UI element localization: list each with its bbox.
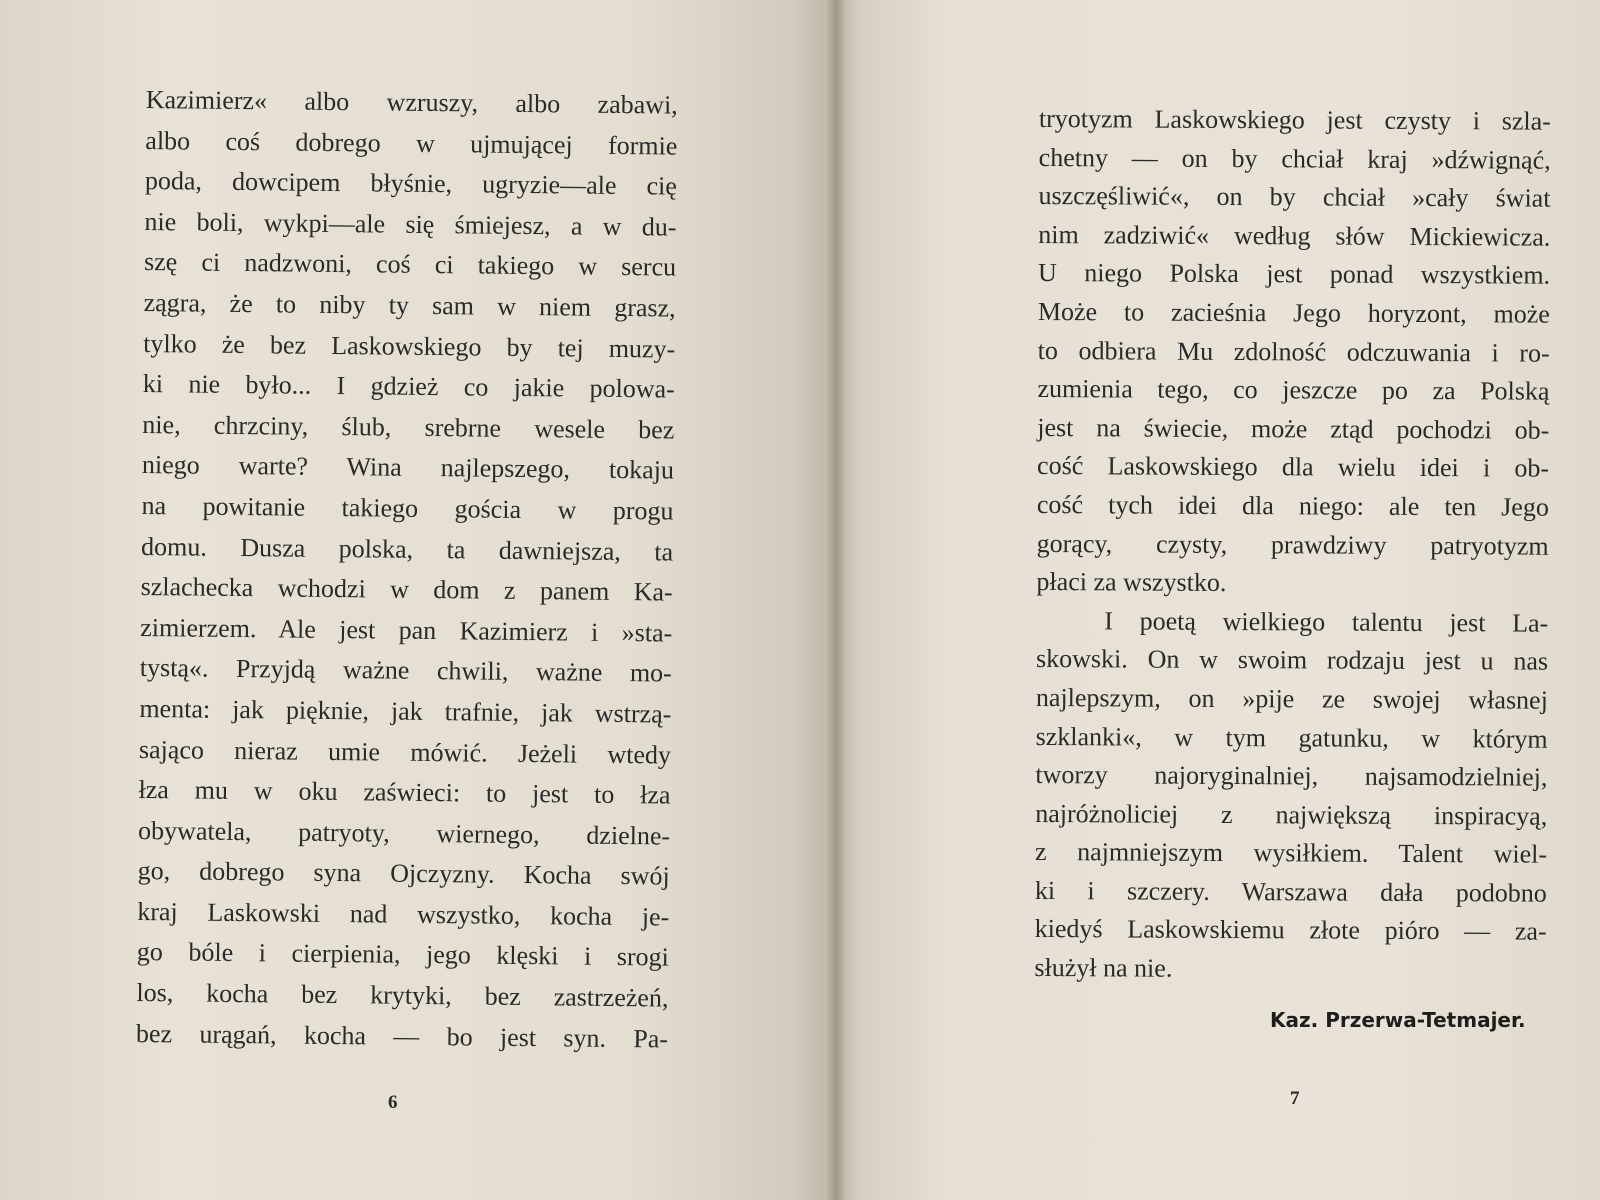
text-line: los, kocha bez krytyki, bez zastrzeżeń, xyxy=(136,978,669,1013)
page-number-right: 7 xyxy=(1290,1088,1300,1109)
text-line: bez urągań, kocha — bo jest syn. Pa- xyxy=(135,1018,669,1054)
text-line: to odbiera Mu zdolność odczuwania i ro- xyxy=(1037,335,1550,368)
text-line: poda, dowcipem błyśnie, ugryzie—ale cię xyxy=(144,166,678,201)
text-line: najróżnoliciej z największą inspiracyą, xyxy=(1035,798,1548,831)
author-signature: Kaz. Przerwa-Tetmajer. xyxy=(1270,1008,1526,1032)
text-line: menta: jak pięknie, jak trafnie, jak wstrzą- xyxy=(139,693,672,729)
text-line: go, dobrego syna Ojczyzny. Kocha swój xyxy=(137,856,670,891)
right-page-text xyxy=(1034,100,1551,990)
text-line: go bóle i cierpienia, jego klęski i srogi xyxy=(136,937,669,972)
text-line: U niego Polska jest ponad wszystkiem. xyxy=(1038,258,1551,291)
text-line: łza mu w oku zaświeci: to jest to łza xyxy=(138,775,671,810)
text-line: szklanki«, w tym gatunku, w którym xyxy=(1035,721,1548,754)
text-line: kraj Laskowski nad wszystko, kocha je- xyxy=(137,896,670,932)
text-line: nie boli, wykpi—ale się śmiejesz, a w du- xyxy=(144,206,677,242)
text-line: tryotyzm Laskowskiego jest czysty i szla- xyxy=(1038,103,1551,136)
text-line: I poetą wielkiego talentu jest La- xyxy=(1104,606,1549,638)
text-line: cość tych idei dla niego: ale ten Jego xyxy=(1036,489,1549,522)
text-line: tylko że bez Laskowskiego by tej muzy- xyxy=(143,328,676,364)
left-page-text xyxy=(136,80,678,1060)
text-line: płaci za wszystko. xyxy=(1036,567,1227,598)
text-line: sająco nieraz umie mówić. Jeżeli wtedy xyxy=(138,734,672,770)
text-line: skowski. On w swoim rodzaju jest u nas xyxy=(1035,644,1549,676)
text-line: niego warte? Wina najlepszego, tokaju xyxy=(141,450,675,485)
text-line: jest na świecie, może ztąd pochodzi ob- xyxy=(1037,412,1550,445)
text-line: kiedyś Laskowskiemu złote pióro — za- xyxy=(1034,914,1547,947)
text-line: albo coś dobrego w ujmującej formie xyxy=(145,125,678,161)
text-line: cość Laskowskiego dla wielu idei i ob- xyxy=(1037,451,1550,484)
text-line: chetny — on by chciał kraj »dźwignąć, xyxy=(1038,142,1551,175)
text-line: tystą«. Przyjdą ważne chwili, ważne mo- xyxy=(139,653,672,688)
text-line: służył na nie. xyxy=(1034,953,1173,983)
text-line: tworzy najoryginalniej, najsamodzielniej, xyxy=(1035,760,1548,792)
text-line: zumienia tego, co jeszcze po za Polską xyxy=(1037,374,1550,406)
text-line: nie, chrzciny, ślub, srebrne wesele bez xyxy=(142,409,675,445)
text-line: obywatela, patryoty, wiernego, dzielne- xyxy=(137,815,671,851)
text-line: zągra, że to niby ty sam w niem grasz, xyxy=(143,287,676,323)
text-line: na powitanie takiego gościa w progu xyxy=(141,490,674,526)
text-line: z najmniejszym wysiłkiem. Talent wiel- xyxy=(1034,837,1548,869)
text-line: ki i szczery. Warszawa dała podobno xyxy=(1034,875,1547,908)
text-line: zimierzem. Ale jest pan Kazimierz i »sta- xyxy=(140,612,673,648)
text-line: nim zadziwić« według słów Mickiewicza. xyxy=(1038,219,1551,252)
book-gutter xyxy=(826,0,846,1200)
text-line: szę ci nadzwoni, coś ci takiego w sercu xyxy=(143,247,677,282)
text-line: uszczęśliwić«, on by chciał »cały świat xyxy=(1038,181,1551,213)
text-line: najlepszym, on »pije ze swojej własnej xyxy=(1035,682,1548,715)
text-line: szlachecka wchodzi w dom z panem Ka- xyxy=(140,572,673,607)
text-line: domu. Dusza polska, ta dawniejsza, ta xyxy=(140,531,674,567)
text-line: Może to zacieśnia Jego horyzont, może xyxy=(1037,296,1550,329)
page-number-left: 6 xyxy=(388,1092,398,1113)
text-line: ki nie było... I gdzież co jakie polowa- xyxy=(142,369,675,404)
text-line: gorący, czysty, prawdziwy patryotyzm xyxy=(1036,528,1549,561)
text-line: Kazimierz« albo wzruszy, albo zabawi, xyxy=(145,84,678,120)
